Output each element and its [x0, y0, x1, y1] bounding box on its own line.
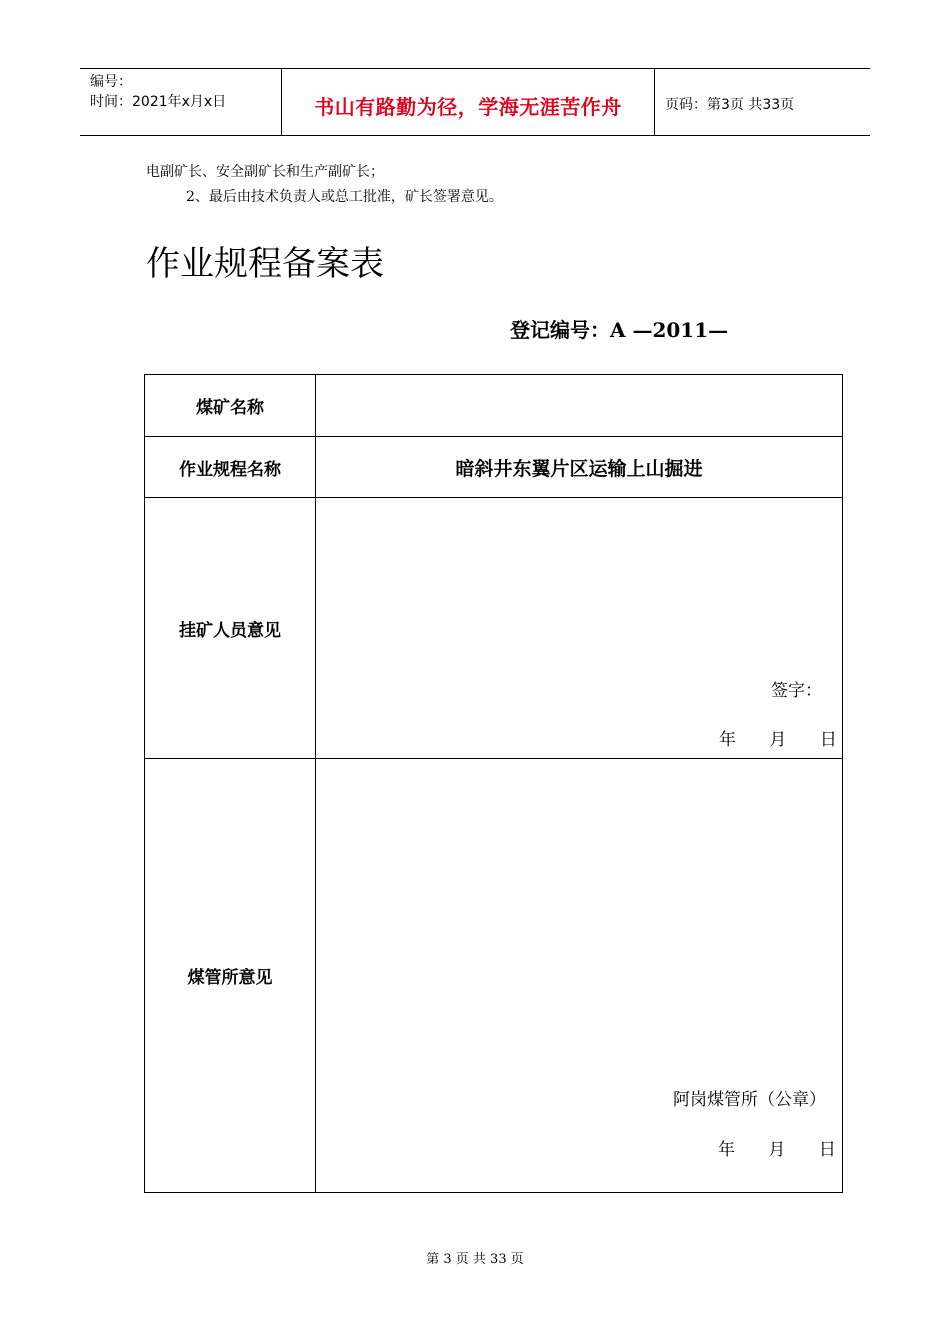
date-day: 日 — [818, 1140, 836, 1160]
page-header — [80, 68, 870, 136]
date-month: 月 — [768, 1140, 786, 1160]
date-year: 年 — [718, 1140, 735, 1160]
date-year: 年 — [719, 730, 736, 750]
resident-opinion-field[interactable] — [316, 498, 842, 758]
filing-form-table — [144, 374, 843, 1193]
header-page-cell — [655, 69, 870, 135]
number-label: 编号： — [90, 74, 132, 90]
date-day: 日 — [819, 730, 837, 750]
bureau-opinion-field[interactable] — [316, 759, 842, 1192]
registration-number: 登记编号：A —2011— — [510, 318, 729, 342]
row-resident-opinion — [145, 498, 842, 759]
time-label: 时间：2021年x月x日 — [90, 94, 227, 110]
bureau-date — [718, 1135, 836, 1160]
page-footer: 第 3 页 共 33 页 — [426, 1252, 524, 1267]
row-mine-name — [145, 375, 842, 437]
row-procedure-name — [145, 437, 842, 498]
resident-opinion-label: 挂矿人员意见 — [145, 498, 316, 758]
mine-name-label: 煤矿名称 — [145, 375, 316, 436]
header-motto-cell — [282, 69, 655, 135]
row-bureau-opinion — [145, 759, 842, 1192]
bureau-seal: 阿岗煤管所（公章） — [673, 1090, 826, 1110]
mine-name-field[interactable] — [316, 375, 842, 436]
motto: 书山有路勤为径，学海无涯苦作舟 — [314, 95, 622, 119]
resident-date — [719, 725, 837, 750]
document-title: 作业规程备案表 — [146, 244, 384, 284]
page-info: 页码：第3页 共33页 — [665, 97, 795, 113]
procedure-name-label: 作业规程名称 — [145, 437, 316, 497]
intro-line-2: 2、最后由技术负责人或总工批准，矿长签署意见。 — [186, 189, 503, 205]
bureau-opinion-label: 煤管所意见 — [145, 759, 316, 1192]
signature-label: 签字： — [771, 681, 822, 701]
header-meta-cell — [80, 69, 282, 135]
procedure-name-value: 暗斜井东翼片区运输上山掘进 — [455, 457, 703, 480]
date-month: 月 — [769, 730, 787, 750]
intro-line-1: 电副矿长、安全副矿长和生产副矿长； — [146, 164, 384, 180]
